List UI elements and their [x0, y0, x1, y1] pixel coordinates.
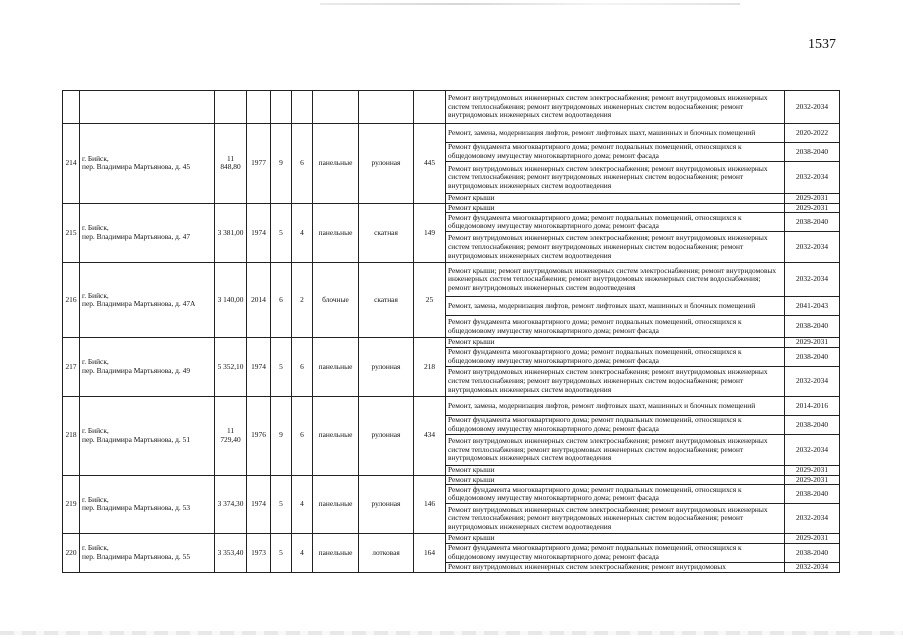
house-address — [80, 91, 215, 124]
work-period: 2038-2040 — [785, 415, 840, 434]
house-residents — [414, 91, 446, 124]
work-description: Ремонт фундамента многоквартирного дома; ремонт подвальных помещений, относящихся к общедомовому имуществу многоквартирного дома; ремонт фасада — [446, 316, 785, 338]
house-residents: 445 — [414, 124, 446, 204]
work-description: Ремонт крыши — [446, 475, 785, 485]
work-description: Ремонт внутридомовых инженерных систем электроснабжения; ремонт внутридомовых инженерных систем теплоснабжения; ремонт внутридомовых инженерных систем водоснабжения; ремонт внутридомовых инженерных систем водоотведения — [446, 504, 785, 534]
house-floors: 9 — [271, 124, 292, 204]
house-area: 11 848,80 — [215, 124, 247, 204]
table-row — [63, 124, 840, 143]
address-line: пер. Владимира Мартьянова, д. 51 — [82, 434, 191, 444]
house-area: 3 353,40 — [215, 534, 247, 572]
work-period: 2014-2016 — [785, 396, 840, 415]
house-floors: 5 — [271, 203, 292, 263]
house-year: 1976 — [247, 396, 271, 475]
work-description: Ремонт крыши — [446, 534, 785, 544]
work-period: 2032-2034 — [785, 504, 840, 534]
house-entrances: 4 — [292, 475, 313, 534]
house-address — [80, 475, 215, 534]
work-period: 2029-2031 — [785, 338, 840, 348]
house-wall-material — [313, 91, 359, 124]
house-year: 1974 — [247, 475, 271, 534]
house-roof-type — [359, 91, 414, 124]
work-period: 2032-2034 — [785, 91, 840, 124]
house-floors: 9 — [271, 396, 292, 475]
house-residents: 146 — [414, 475, 446, 534]
work-description: Ремонт внутридомовых инженерных систем электроснабжения; ремонт внутридомовых инженерных систем теплоснабжения; ремонт внутридомовых инженерных систем водоснабжения; ремонт внутридомовых инженерных систем водоотведения — [446, 366, 785, 396]
house-wall-material: панельные — [313, 338, 359, 397]
address-line: г. Бийск, — [82, 357, 109, 367]
work-description: Ремонт крыши; ремонт внутридомовых инженерных систем электроснабжения; ремонт внутридомовых инженерных систем теплоснабжения; ремонт внутридомовых инженерных систем водоснабжения; ремонт внутридомовых инженерных систем водоотведения — [446, 263, 785, 297]
table-row — [63, 396, 840, 415]
work-period: 2038-2040 — [785, 213, 840, 232]
table-row — [63, 263, 840, 297]
house-year — [247, 91, 271, 124]
work-period: 2038-2040 — [785, 316, 840, 338]
work-period: 2038-2040 — [785, 143, 840, 162]
house-address — [80, 203, 215, 263]
house-entrances: 2 — [292, 263, 313, 338]
address-line: пер. Владимира Мартьянова, д. 49 — [82, 366, 191, 376]
house-number: 214 — [63, 124, 80, 204]
house-address — [80, 124, 215, 204]
table-row — [63, 91, 840, 124]
house-address — [80, 534, 215, 572]
house-residents: 149 — [414, 203, 446, 263]
house-floors: 5 — [271, 534, 292, 572]
table-body — [63, 91, 840, 573]
house-floors: 5 — [271, 475, 292, 534]
work-description: Ремонт крыши — [446, 338, 785, 348]
work-period: 2038-2040 — [785, 485, 840, 504]
work-description: Ремонт внутридомовых инженерных систем электроснабжения; ремонт внутридомовых инженерных систем теплоснабжения; ремонт внутридомовых инженерных систем водоснабжения; ремонт внутридомовых инженерных систем водоотведения — [446, 91, 785, 124]
work-description: Ремонт внутридомовых инженерных систем электроснабжения; ремонт внутридомовых инженерных систем теплоснабжения; ремонт внутридомовых инженерных систем водоснабжения; ремонт внутридомовых инженерных систем водоотведения — [446, 434, 785, 465]
work-period: 2038-2040 — [785, 543, 840, 562]
work-description: Ремонт внутридомовых инженерных систем электроснабжения; ремонт внутридомовых инженерных систем теплоснабжения; ремонт внутридомовых инженерных систем водоснабжения; ремонт внутридомовых инженерных систем водоотведения — [446, 162, 785, 194]
work-period: 2032-2034 — [785, 434, 840, 465]
work-period: 2041-2043 — [785, 297, 840, 316]
address-line: г. Бийск, — [82, 426, 109, 436]
house-floors — [271, 91, 292, 124]
house-area: 3 140,00 — [215, 263, 247, 338]
work-description: Ремонт, замена, модернизация лифтов, ремонт лифтовых шахт, машинных и блочных помещений — [446, 297, 785, 316]
work-period: 2020-2022 — [785, 124, 840, 143]
house-address — [80, 338, 215, 397]
work-period: 2029-2031 — [785, 534, 840, 544]
house-number: 220 — [63, 534, 80, 572]
work-description: Ремонт крыши — [446, 465, 785, 475]
work-description: Ремонт крыши — [446, 203, 785, 213]
house-number: 216 — [63, 263, 80, 338]
address-line: пер. Владимира Мартьянова, д. 55 — [82, 551, 191, 561]
work-description: Ремонт фундамента многоквартирного дома; ремонт подвальных помещений, относящихся к общедомовому имуществу многоквартирного дома; ремонт фасада — [446, 415, 785, 434]
house-wall-material: блочные — [313, 263, 359, 338]
house-roof-type: рулонная — [359, 338, 414, 397]
address-line: пер. Владимира Мартьянова, д. 53 — [82, 503, 191, 513]
house-roof-type: скатная — [359, 263, 414, 338]
address-line: г. Бийск, — [82, 543, 109, 553]
house-residents: 164 — [414, 534, 446, 572]
house-roof-type: лотковая — [359, 534, 414, 572]
house-residents: 25 — [414, 263, 446, 338]
house-residents: 218 — [414, 338, 446, 397]
capital-repair-table — [62, 90, 840, 573]
address-line: г. Бийск, — [82, 223, 109, 233]
house-year: 2014 — [247, 263, 271, 338]
table-row — [63, 203, 840, 213]
work-description: Ремонт, замена, модернизация лифтов, ремонт лифтовых шахт, машинных и блочных помещений — [446, 124, 785, 143]
table-row — [63, 534, 840, 544]
house-wall-material: панельные — [313, 534, 359, 572]
house-address — [80, 396, 215, 475]
work-period: 2032-2034 — [785, 366, 840, 396]
house-entrances: 6 — [292, 124, 313, 204]
house-area: 5 352,10 — [215, 338, 247, 397]
house-number: 215 — [63, 203, 80, 263]
house-number: 219 — [63, 475, 80, 534]
house-area: 3 381,00 — [215, 203, 247, 263]
work-period: 2029-2031 — [785, 475, 840, 485]
house-area: 11 729,40 — [215, 396, 247, 475]
work-description: Ремонт внутридомовых инженерных систем электроснабжения; ремонт внутридомовых инженерных систем теплоснабжения; ремонт внутридомовых инженерных систем водоснабжения; ремонт внутридомовых инженерных систем водоотведения — [446, 232, 785, 263]
address-line: пер. Владимира Мартьянова, д. 47А — [82, 299, 196, 309]
house-year: 1973 — [247, 534, 271, 572]
house-area — [215, 91, 247, 124]
house-year: 1977 — [247, 124, 271, 204]
house-wall-material: панельные — [313, 396, 359, 475]
house-wall-material: панельные — [313, 475, 359, 534]
work-description: Ремонт фундамента многоквартирного дома; ремонт подвальных помещений, относящихся к общедомовому имуществу многоквартирного дома; ремонт фасада — [446, 543, 785, 562]
house-area: 3 374,30 — [215, 475, 247, 534]
address-line: г. Бийск, — [82, 290, 109, 300]
house-entrances: 4 — [292, 203, 313, 263]
work-period: 2032-2034 — [785, 232, 840, 263]
scan-artifact-bottom — [0, 631, 903, 635]
address-line: пер. Владимира Мартьянова, д. 45 — [82, 162, 191, 172]
work-description: Ремонт фундамента многоквартирного дома; ремонт подвальных помещений, относящихся к общедомовому имуществу многоквартирного дома; ремонт фасада — [446, 485, 785, 504]
address-line: г. Бийск, — [82, 153, 109, 163]
house-entrances: 6 — [292, 338, 313, 397]
page-number: 1537 — [808, 37, 836, 52]
address-line: г. Бийск, — [82, 494, 109, 504]
table-row — [63, 338, 840, 348]
work-description: Ремонт, замена, модернизация лифтов, ремонт лифтовых шахт, машинных и блочных помещений — [446, 396, 785, 415]
house-roof-type: рулонная — [359, 475, 414, 534]
work-period: 2029-2031 — [785, 194, 840, 204]
house-address — [80, 263, 215, 338]
work-description: Ремонт внутридомовых инженерных систем электроснабжения; ремонт внутридомовых — [446, 562, 785, 572]
work-period: 2038-2040 — [785, 347, 840, 366]
work-period: 2029-2031 — [785, 203, 840, 213]
house-year: 1974 — [247, 338, 271, 397]
house-roof-type: рулонная — [359, 396, 414, 475]
work-description: Ремонт крыши — [446, 194, 785, 204]
house-entrances: 6 — [292, 396, 313, 475]
work-period: 2032-2034 — [785, 263, 840, 297]
work-description: Ремонт фундамента многоквартирного дома; ремонт подвальных помещений, относящихся к общедомовому имуществу многоквартирного дома; ремонт фасада — [446, 347, 785, 366]
house-floors: 6 — [271, 263, 292, 338]
work-description: Ремонт фундамента многоквартирного дома; ремонт подвальных помещений, относящихся к общедомовому имуществу многоквартирного дома; ремонт фасада — [446, 213, 785, 232]
scan-artifact-top — [320, 3, 740, 5]
house-wall-material: панельные — [313, 124, 359, 204]
work-period: 2032-2034 — [785, 562, 840, 572]
table-row — [63, 475, 840, 485]
house-number: 218 — [63, 396, 80, 475]
house-roof-type: рулонная — [359, 124, 414, 204]
work-period: 2029-2031 — [785, 465, 840, 475]
house-residents: 434 — [414, 396, 446, 475]
house-year: 1974 — [247, 203, 271, 263]
house-floors: 5 — [271, 338, 292, 397]
house-number — [63, 91, 80, 124]
house-entrances — [292, 91, 313, 124]
work-period: 2032-2034 — [785, 162, 840, 194]
house-wall-material: панельные — [313, 203, 359, 263]
house-number: 217 — [63, 338, 80, 397]
house-entrances: 4 — [292, 534, 313, 572]
work-description: Ремонт фундамента многоквартирного дома; ремонт подвальных помещений, относящихся к общедомовому имуществу многоквартирного дома; ремонт фасада — [446, 143, 785, 162]
house-roof-type: скатная — [359, 203, 414, 263]
address-line: пер. Владимира Мартьянова, д. 47 — [82, 231, 191, 241]
